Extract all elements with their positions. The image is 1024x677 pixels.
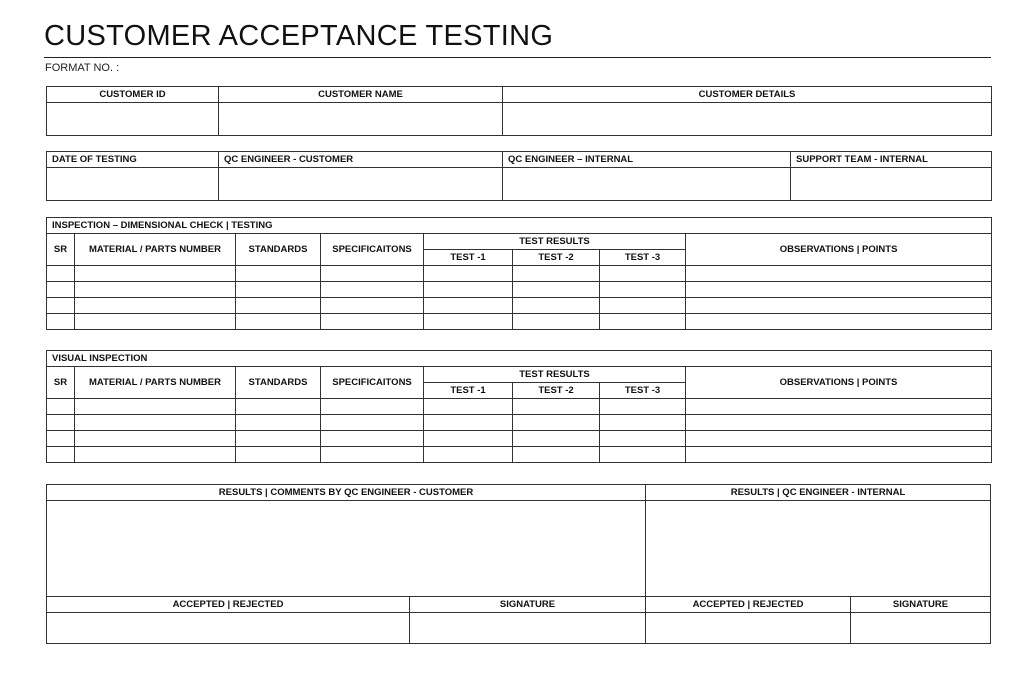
table-row xyxy=(47,282,992,298)
table-row xyxy=(47,399,992,415)
material-parts-header: MATERIAL / PARTS NUMBER xyxy=(75,234,236,266)
visual-inspection-table xyxy=(46,350,992,463)
test-results-header: TEST RESULTS xyxy=(424,234,686,250)
specifications-cell[interactable] xyxy=(321,431,424,447)
test-3-cell[interactable] xyxy=(600,447,686,463)
material-cell[interactable] xyxy=(75,399,236,415)
test-3-cell[interactable] xyxy=(600,282,686,298)
standards-cell[interactable] xyxy=(236,266,321,282)
specifications-cell[interactable] xyxy=(321,415,424,431)
sr-cell[interactable] xyxy=(47,399,75,415)
internal-signature-field[interactable] xyxy=(851,613,991,644)
standards-cell[interactable] xyxy=(236,298,321,314)
standards-cell[interactable] xyxy=(236,431,321,447)
table-row xyxy=(47,314,992,330)
observations-cell[interactable] xyxy=(686,266,992,282)
testing-info-table xyxy=(46,151,992,201)
standards-cell[interactable] xyxy=(236,415,321,431)
qc-engineer-internal-field[interactable] xyxy=(503,168,791,201)
customer-signature-header: SIGNATURE xyxy=(410,597,646,613)
internal-results-header: RESULTS | QC ENGINEER - INTERNAL xyxy=(646,485,991,501)
specifications-cell[interactable] xyxy=(321,298,424,314)
sr-cell[interactable] xyxy=(47,447,75,463)
qc-engineer-customer-header: QC ENGINEER - CUSTOMER xyxy=(219,152,503,168)
internal-results-field[interactable] xyxy=(646,501,991,597)
test-3-cell[interactable] xyxy=(600,399,686,415)
test-3-header: TEST -3 xyxy=(600,383,686,399)
customer-accepted-rejected-field[interactable] xyxy=(47,613,410,644)
specifications-cell[interactable] xyxy=(321,282,424,298)
test-2-cell[interactable] xyxy=(513,415,600,431)
test-1-cell[interactable] xyxy=(424,298,513,314)
test-3-cell[interactable] xyxy=(600,314,686,330)
test-3-cell[interactable] xyxy=(600,298,686,314)
observations-cell[interactable] xyxy=(686,298,992,314)
title-divider xyxy=(44,57,991,58)
observations-header: OBSERVATIONS | POINTS xyxy=(686,367,992,399)
test-2-cell[interactable] xyxy=(513,314,600,330)
sr-cell[interactable] xyxy=(47,282,75,298)
customer-id-header: CUSTOMER ID xyxy=(47,87,219,103)
table-row xyxy=(47,431,992,447)
sr-header: SR xyxy=(47,234,75,266)
customer-comments-field[interactable] xyxy=(47,501,646,597)
specifications-header: SPECIFICAITONS xyxy=(321,367,424,399)
material-cell[interactable] xyxy=(75,314,236,330)
observations-cell[interactable] xyxy=(686,314,992,330)
sr-cell[interactable] xyxy=(47,298,75,314)
support-team-internal-header: SUPPORT TEAM - INTERNAL xyxy=(791,152,992,168)
test-2-header: TEST -2 xyxy=(513,250,600,266)
specifications-header: SPECIFICAITONS xyxy=(321,234,424,266)
material-cell[interactable] xyxy=(75,415,236,431)
test-results-header: TEST RESULTS xyxy=(424,367,686,383)
specifications-cell[interactable] xyxy=(321,447,424,463)
qc-engineer-customer-field[interactable] xyxy=(219,168,503,201)
test-1-cell[interactable] xyxy=(424,314,513,330)
specifications-cell[interactable] xyxy=(321,399,424,415)
standards-header: STANDARDS xyxy=(236,234,321,266)
test-2-cell[interactable] xyxy=(513,282,600,298)
observations-cell[interactable] xyxy=(686,282,992,298)
results-table xyxy=(46,484,991,644)
customer-name-header: CUSTOMER NAME xyxy=(219,87,503,103)
test-2-cell[interactable] xyxy=(513,266,600,282)
format-number-label: FORMAT NO. : xyxy=(45,62,120,74)
qc-engineer-internal-header: QC ENGINEER – INTERNAL xyxy=(503,152,791,168)
test-1-cell[interactable] xyxy=(424,282,513,298)
document-title: CUSTOMER ACCEPTANCE TESTING xyxy=(44,20,554,52)
test-3-cell[interactable] xyxy=(600,431,686,447)
table-row xyxy=(47,447,992,463)
visual-section-title: VISUAL INSPECTION xyxy=(47,351,992,367)
test-1-cell[interactable] xyxy=(424,266,513,282)
test-1-cell[interactable] xyxy=(424,399,513,415)
dimensional-check-table xyxy=(46,217,992,330)
standards-cell[interactable] xyxy=(236,399,321,415)
sr-cell[interactable] xyxy=(47,266,75,282)
internal-accepted-rejected-header: ACCEPTED | REJECTED xyxy=(646,597,851,613)
material-cell[interactable] xyxy=(75,447,236,463)
specifications-cell[interactable] xyxy=(321,266,424,282)
test-2-header: TEST -2 xyxy=(513,383,600,399)
test-3-header: TEST -3 xyxy=(600,250,686,266)
test-1-header: TEST -1 xyxy=(424,383,513,399)
test-2-cell[interactable] xyxy=(513,298,600,314)
test-1-cell[interactable] xyxy=(424,415,513,431)
support-team-internal-field[interactable] xyxy=(791,168,992,201)
observations-cell[interactable] xyxy=(686,447,992,463)
internal-signature-header: SIGNATURE xyxy=(851,597,991,613)
table-row xyxy=(47,415,992,431)
customer-accepted-rejected-header: ACCEPTED | REJECTED xyxy=(47,597,410,613)
specifications-cell[interactable] xyxy=(321,314,424,330)
customer-signature-field[interactable] xyxy=(410,613,646,644)
observations-cell[interactable] xyxy=(686,399,992,415)
material-cell[interactable] xyxy=(75,282,236,298)
material-cell[interactable] xyxy=(75,266,236,282)
observations-cell[interactable] xyxy=(686,415,992,431)
customer-id-field[interactable] xyxy=(47,103,219,136)
sr-cell[interactable] xyxy=(47,431,75,447)
table-row xyxy=(47,266,992,282)
date-of-testing-field[interactable] xyxy=(47,168,219,201)
sr-header: SR xyxy=(47,367,75,399)
observations-header: OBSERVATIONS | POINTS xyxy=(686,234,992,266)
standards-header: STANDARDS xyxy=(236,367,321,399)
test-2-cell[interactable] xyxy=(513,399,600,415)
test-1-cell[interactable] xyxy=(424,447,513,463)
test-2-cell[interactable] xyxy=(513,447,600,463)
date-of-testing-header: DATE OF TESTING xyxy=(47,152,219,168)
standards-cell[interactable] xyxy=(236,447,321,463)
test-1-cell[interactable] xyxy=(424,431,513,447)
table-row xyxy=(47,298,992,314)
dimensional-section-title: INSPECTION – DIMENSIONAL CHECK | TESTING xyxy=(47,218,992,234)
sr-cell[interactable] xyxy=(47,314,75,330)
sr-cell[interactable] xyxy=(47,415,75,431)
material-cell[interactable] xyxy=(75,298,236,314)
material-cell[interactable] xyxy=(75,431,236,447)
test-3-cell[interactable] xyxy=(600,266,686,282)
customer-results-header: RESULTS | COMMENTS BY QC ENGINEER - CUSTOMER xyxy=(47,485,646,501)
standards-cell[interactable] xyxy=(236,282,321,298)
standards-cell[interactable] xyxy=(236,314,321,330)
material-parts-header: MATERIAL / PARTS NUMBER xyxy=(75,367,236,399)
customer-details-field[interactable] xyxy=(503,103,992,136)
test-1-header: TEST -1 xyxy=(424,250,513,266)
customer-name-field[interactable] xyxy=(219,103,503,136)
test-2-cell[interactable] xyxy=(513,431,600,447)
test-3-cell[interactable] xyxy=(600,415,686,431)
customer-table xyxy=(46,86,992,136)
internal-accepted-rejected-field[interactable] xyxy=(646,613,851,644)
customer-details-header: CUSTOMER DETAILS xyxy=(503,87,992,103)
observations-cell[interactable] xyxy=(686,431,992,447)
